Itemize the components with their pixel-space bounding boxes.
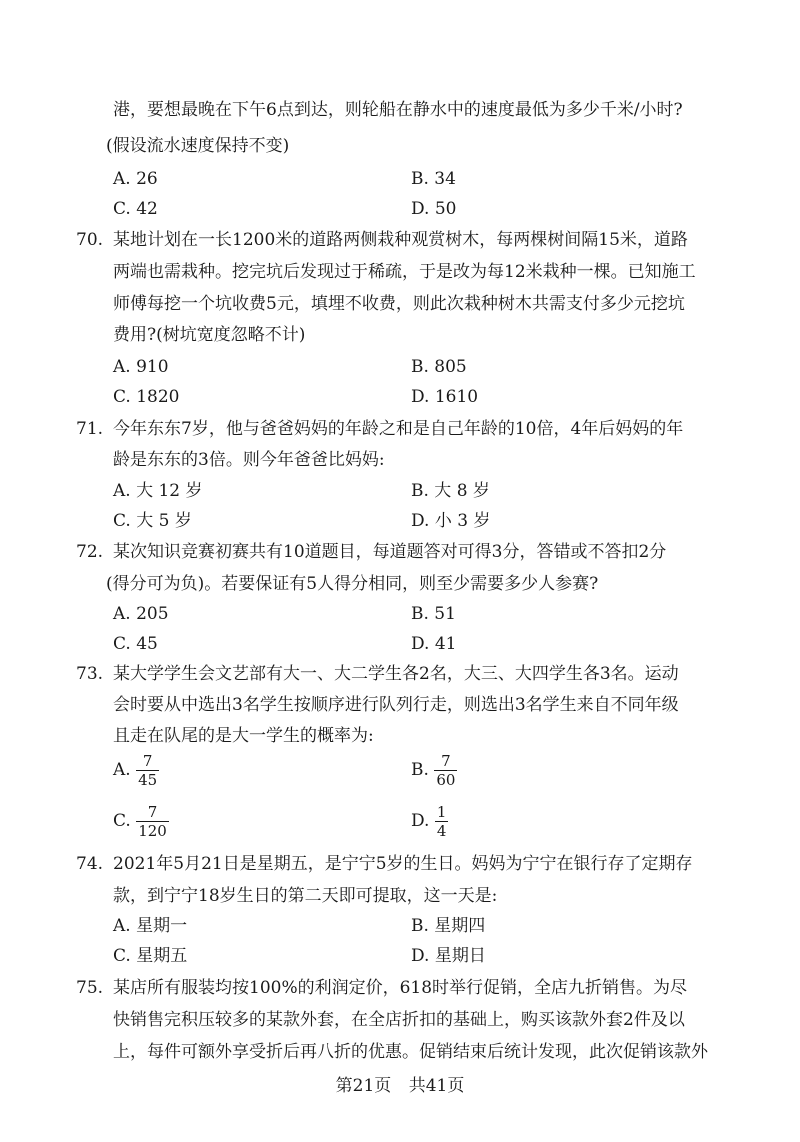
q73-option-c-fraction <box>136 803 169 840</box>
q73-text-line2: 会时要从中选出3名学生按顺序进行队列行走，则选出3名学生来自不同年级 <box>113 695 679 715</box>
q72-option-d: D. 41 <box>411 634 457 654</box>
q71-option-b: B. 大 8 岁 <box>411 481 490 501</box>
q74-option-d: D. 星期日 <box>411 946 486 966</box>
q71-number: 71. <box>76 419 104 439</box>
q73-number: 73. <box>76 664 104 684</box>
q70-text-line1: 某地计划在一长1200米的道路两侧栽种观赏树木，每两棵树间隔15米，道路 <box>113 230 688 250</box>
q73-text-line1: 某大学学生会文艺部有大一、大二学生各2名，大三、大四学生各3名。运动 <box>113 664 679 684</box>
q75-text-line2: 快销售完积压较多的某款外套，在全店折扣的基础上，购买该款外套2件及以 <box>113 1010 685 1030</box>
q70-option-d: D. 1610 <box>411 387 479 407</box>
q73-option-a-denominator: 45 <box>138 771 158 789</box>
q70-option-b: B. 805 <box>411 357 467 377</box>
q69-text-line1: 港，要想最晚在下午6点到达，则轮船在静水中的速度最低为多少千米/小时? <box>113 100 683 120</box>
q69-option-d: D. 50 <box>411 199 457 219</box>
q74-option-a: A. 星期一 <box>113 916 188 936</box>
q73-option-c-denominator: 120 <box>138 822 167 840</box>
q75-text-line1: 某店所有服装均按100%的利润定价，618时举行促销，全店九折销售。为尽 <box>113 978 688 998</box>
q74-option-b: B. 星期四 <box>411 916 486 936</box>
q72-text-line1: 某次知识竞赛初赛共有10道题目，每道题答对可得3分，答错或不答扣2分 <box>113 542 667 562</box>
q73-option-b-numerator: 7 <box>441 752 451 770</box>
q69-text-line2: (假设流水速度保持不变) <box>106 136 290 156</box>
q69-option-b: B. 34 <box>411 169 456 189</box>
q73-option-c <box>113 803 169 840</box>
q69-option-c: C. 42 <box>113 199 158 219</box>
q73-option-d-denominator: 4 <box>436 822 447 840</box>
q73-option-b-denominator: 60 <box>436 771 456 789</box>
q71-text-line1: 今年东东7岁，他与爸爸妈妈的年龄之和是自己年龄的10倍，4年后妈妈的年 <box>113 419 684 439</box>
page-total: 共41页 <box>408 1076 465 1096</box>
q72-option-b: B. 51 <box>411 604 456 624</box>
q74-text-line2: 款，到宁宁18岁生日的第二天即可提取，这一天是: <box>113 886 498 906</box>
q73-option-d-numerator: 1 <box>436 803 447 821</box>
q73-option-a-label: A. <box>113 760 131 780</box>
q71-option-c: C. 大 5 岁 <box>113 511 192 531</box>
q75-number: 75. <box>76 978 104 998</box>
q73-option-d <box>411 803 448 840</box>
q72-number: 72. <box>76 542 104 562</box>
q72-option-c: C. 45 <box>113 634 158 654</box>
q71-option-a: A. 大 12 岁 <box>113 481 203 501</box>
q73-option-b <box>411 752 457 789</box>
q73-option-d-label: D. <box>411 811 430 831</box>
q73-option-a <box>113 752 159 789</box>
q70-text-line4: 费用?(树坑宽度忽略不计) <box>113 325 306 345</box>
page-footer <box>0 1074 800 1098</box>
page-number: 第21页 <box>335 1076 392 1096</box>
q73-option-d-fraction <box>435 803 449 840</box>
q69-option-a: A. 26 <box>113 169 158 189</box>
q73-option-a-numerator: 7 <box>142 752 153 770</box>
q70-option-c: C. 1820 <box>113 387 180 407</box>
q73-option-b-label: B. <box>411 760 429 780</box>
q73-option-c-label: C. <box>113 811 131 831</box>
q70-text-line3: 师傅每挖一个坑收费5元，填埋不收费，则此次栽种树木共需支付多少元挖坑 <box>113 294 685 314</box>
q70-option-a: A. 910 <box>113 357 169 377</box>
q71-text-line2: 龄是东东的3倍。则今年爸爸比妈妈: <box>113 450 385 470</box>
q72-text-line2: (得分可为负)。若要保证有5人得分相同，则至少需要多少人参赛? <box>106 574 599 594</box>
q70-number: 70. <box>76 230 104 250</box>
q74-text-line1: 2021年5月21日是星期五，是宁宁5岁的生日。妈妈为宁宁在银行存了定期存 <box>113 854 693 874</box>
q73-text-line3: 且走在队尾的是大一学生的概率为: <box>113 726 374 746</box>
q74-option-c: C. 星期五 <box>113 946 188 966</box>
q74-number: 74. <box>76 854 104 874</box>
q73-option-c-numerator: 7 <box>147 803 158 821</box>
q72-option-a: A. 205 <box>113 604 169 624</box>
q73-option-a-fraction <box>136 752 159 789</box>
q70-text-line2: 两端也需栽种。挖完坑后发现过于稀疏，于是改为每12米栽种一棵。已知施工 <box>113 262 696 282</box>
q71-option-d: D. 小 3 岁 <box>411 511 491 531</box>
q73-option-b-fraction <box>434 752 457 789</box>
q75-text-line3: 上，每件可额外享受折后再八折的优惠。促销结束后统计发现，此次促销该款外 <box>113 1042 708 1062</box>
